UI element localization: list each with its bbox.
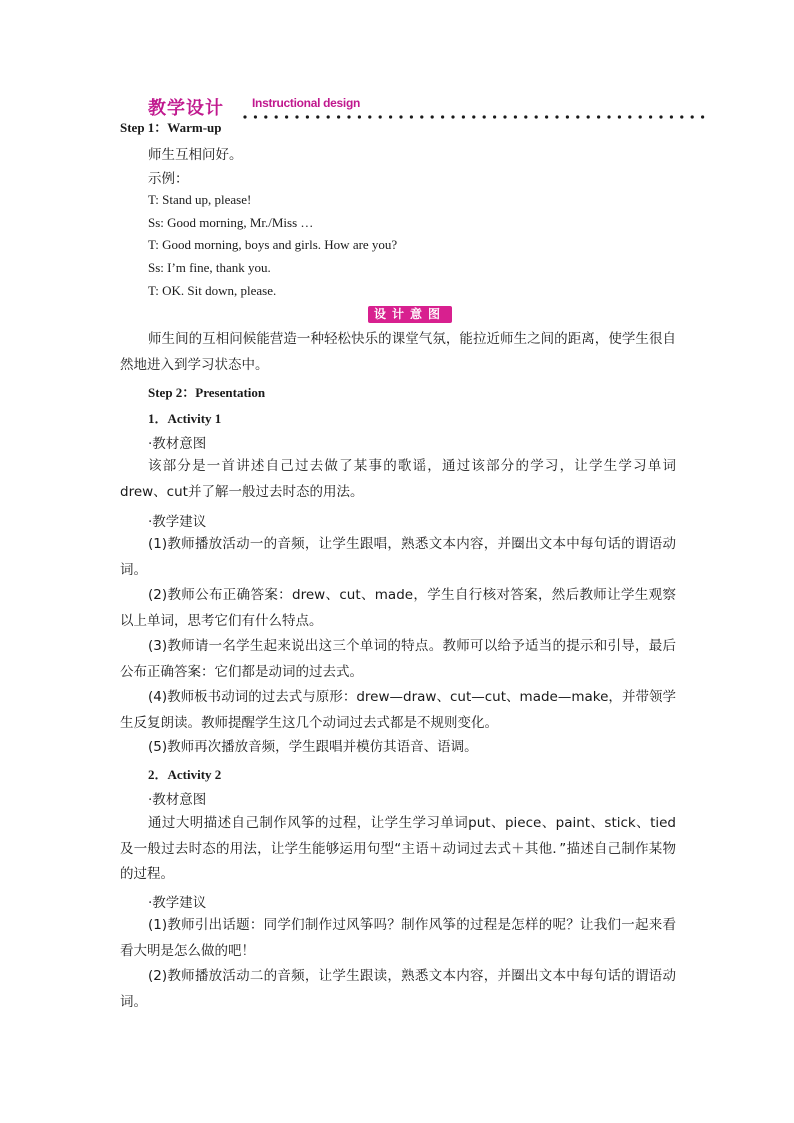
activity2-advice-label: ·教学建议 bbox=[148, 895, 207, 911]
dialogue-line: T: Stand up, please! bbox=[148, 192, 252, 207]
dialogue-line: T: OK. Sit down, please. bbox=[148, 283, 277, 298]
dialogue-line: T: Good morning, boys and girls. How are you? bbox=[148, 237, 398, 252]
activity1-title: 1．Activity 1 bbox=[148, 411, 222, 426]
activity2-intent-paragraph: 通过大明描述自己制作风筝的过程，让学生学习单词put、piece、paint、stick、tied及一般过去时态的用法，让学生能够运用句型“主语＋动词过去式＋其他．”描述自己制作某物的过程。 bbox=[120, 815, 676, 882]
step1-example-label: 示例： bbox=[148, 171, 189, 187]
step2-heading: Step 2：Presentation bbox=[148, 385, 266, 400]
dialogue-line: Ss: Good morning, Mr./Miss … bbox=[148, 215, 314, 230]
activity1-advice-item: (1)教师播放活动一的音频，让学生跟唱，熟悉文本内容，并圈出文本中每句话的谓语动词。 bbox=[120, 536, 676, 578]
activity1-intent-label: ·教材意图 bbox=[148, 436, 207, 452]
step1-heading: Step 1：Warm-up bbox=[120, 120, 222, 135]
activity2-advice-item: (1)教师引出话题：同学们制作过风筝吗？制作风筝的过程是怎样的呢？让我们一起来看看大明是怎么做的吧！ bbox=[120, 917, 676, 959]
activity1-advice-label: ·教学建议 bbox=[148, 514, 207, 530]
section-subtitle: Instructional design bbox=[252, 96, 361, 110]
dotted-rule bbox=[242, 114, 712, 120]
activity1-advice-item: (3)教师请一名学生起来说出这三个单词的特点。教师可以给予适当的提示和引导，最后公布正确答案：它们都是动词的过去式。 bbox=[120, 638, 676, 680]
activity2-intent-label: ·教材意图 bbox=[148, 792, 207, 808]
activity1-advice-item: (4)教师板书动词的过去式与原形：drew—draw、cut—cut、made—make，并带领学生反复朗读。教师提醒学生这几个动词过去式都是不规则变化。 bbox=[120, 689, 676, 731]
activity2-advice-item: (2)教师播放活动二的音频，让学生跟读，熟悉文本内容，并圈出文本中每句话的谓语动词。 bbox=[120, 968, 676, 1010]
activity1-advice-item: (2)教师公布正确答案：drew、cut、made，学生自行核对答案，然后教师让学生观察以上单词，思考它们有什么特点。 bbox=[120, 587, 676, 629]
step1-intro: 师生互相问好。 bbox=[148, 147, 243, 163]
activity1-intent-paragraph: 该部分是一首讲述自己过去做了某事的歌谣，通过该部分的学习，让学生学习单词drew、cut并了解一般过去时态的用法。 bbox=[120, 458, 676, 500]
dialogue-line: Ss: I’m fine, thank you. bbox=[148, 260, 271, 275]
section-title: 教学设计 bbox=[148, 98, 224, 119]
activity2-title: 2．Activity 2 bbox=[148, 767, 222, 782]
step1-intent-paragraph: 师生间的互相问候能营造一种轻松快乐的课堂气氛，能拉近师生之间的距离，使学生很自然地进入到学习状态中。 bbox=[120, 331, 676, 373]
design-intent-badge: 设计意图 bbox=[368, 306, 452, 323]
activity1-advice-item: (5)教师再次播放音频，学生跟唱并模仿其语音、语调。 bbox=[148, 739, 478, 755]
